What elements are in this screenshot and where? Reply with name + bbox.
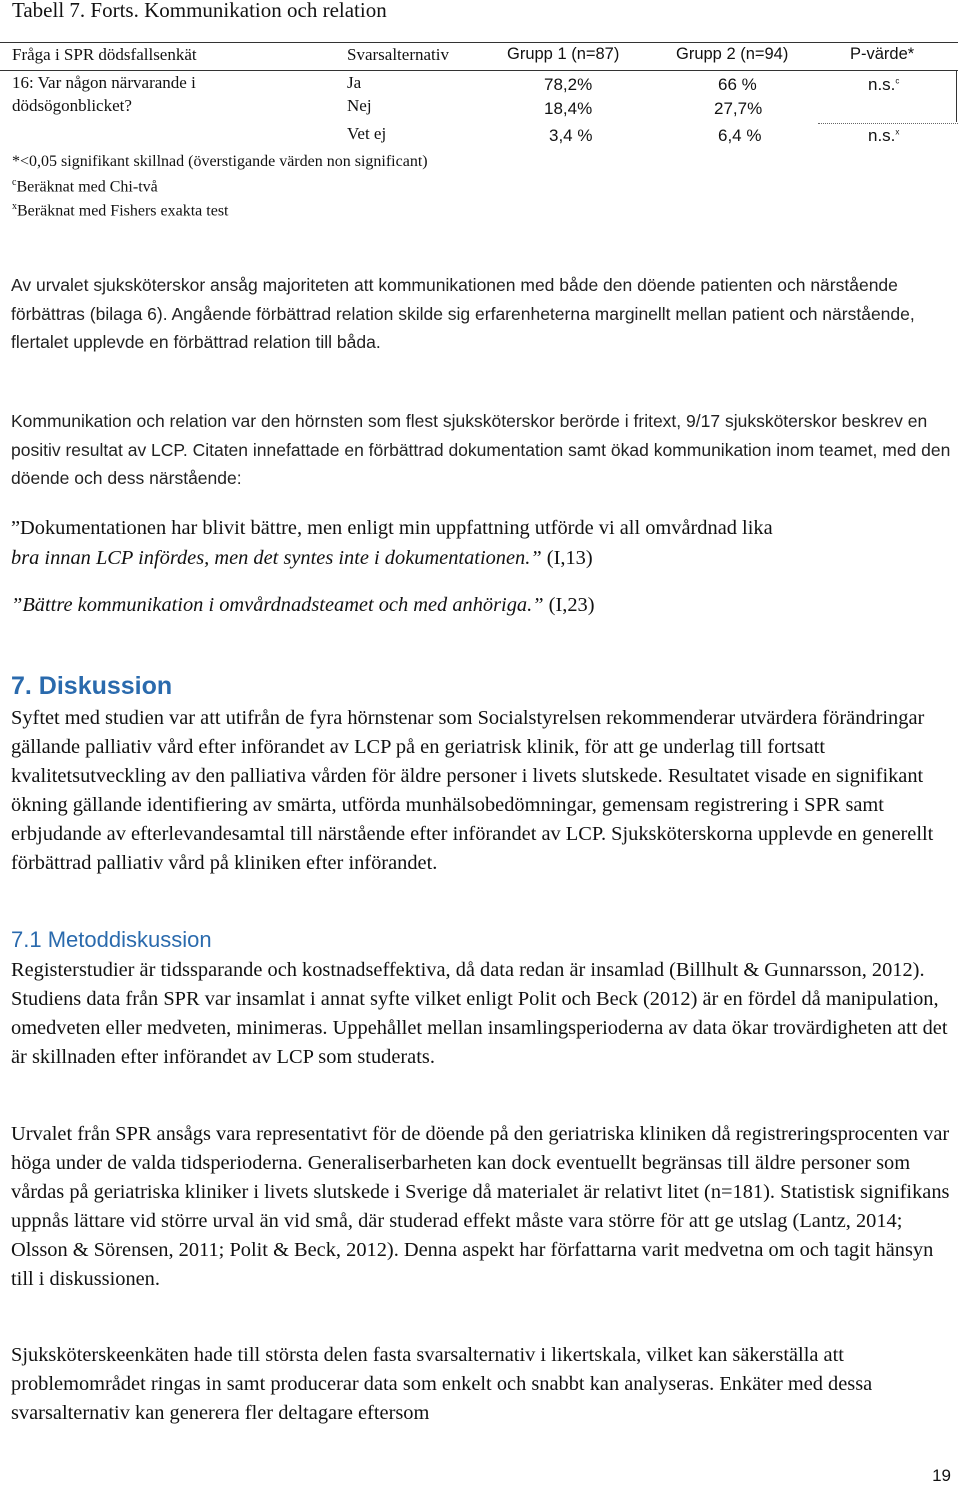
row-vetej-pvalue: n.s.$^x$ [868, 126, 900, 145]
header-group1: Grupp 1 (n=87) [507, 45, 620, 63]
footnote-c-marker: c [895, 76, 900, 86]
paragraph-diskussion: Syftet med studien var att utifrån de fyra hörnstenar som Socialstyrelsen rekommenderar utvärdera förändringar gällande palliativ vård efter införandet av LCP på en geriatrisk klinik, för att ge underlag till fortsatt kvalitetsutveckling av den palliativa vården för äldre personer i livets slutskede. Resultatet visade en signifikant ökning gällande identifiering av smärta, utförda munhälsobedömningar, gemensam registrering i SPR samt erbjudande av efterlevandesamtal till närstående efter införandet av LCP. Sjuksköterskorna upplevde en generellt förbättrad palliativ vård på kliniken efter införandet. [11, 707, 934, 874]
header-question: Fråga i SPR dödsfallsenkät [12, 45, 197, 64]
paragraph-metod-1: Registerstudier är tidssparande och kostnadseffektiva, då data redan är insamlad (Billhult & Gunnarsson, 2012). Studiens data från SPR var insamlat i annat syfte vilket enligt Polit och Beck (2012) är en fördel då manipulation, omedveten eller medveten, minimeras. Uppehållet mellan insamlingsperioderna av data ökar trovärdigheten att det är skillnaden efter införandet av LCP som studerats. [11, 959, 948, 1068]
row-ja-answer: Ja [347, 73, 362, 92]
table-top-rule [0, 42, 958, 43]
table-caption: Tabell 7. Forts. Kommunikation och relation [12, 0, 387, 22]
row-vetej-group2: 6,4 % [718, 126, 762, 145]
header-group2: Grupp 2 (n=94) [676, 45, 789, 63]
table-header-rule [0, 70, 958, 71]
note-chi-square: $^c$Beräknat med Chi-två [12, 177, 158, 196]
row-vetej-answer: Vet ej [347, 124, 387, 143]
row-vetej-group1: 3,4 % [549, 126, 593, 145]
row-ja-group1: 78,2% [544, 75, 593, 94]
table-right-border [956, 70, 957, 122]
row-nej-answer: Nej [347, 96, 372, 115]
quote-documentation: ”Dokumentationen har blivit bättre, men enligt min uppfattning utförde vi all omvårdnad lika bra innan LCP infördes, men det syntes inte i dokumentationen.” (I,13) [11, 517, 773, 569]
heading-metoddiskussion: 7.1 Metoddiskussion [11, 927, 212, 952]
footnote-x-marker: x [895, 127, 900, 137]
page-number: 19 [932, 1466, 951, 1485]
row-nej-group1: 18,4% [544, 99, 593, 118]
row-ja-pvalue: n.s.$^c$ [868, 75, 900, 94]
quote-communication: ”Bättre kommunikation i omvårdnadsteamet och med anhöriga.” (I,23) [11, 594, 595, 616]
note-significance: *<0,05 signifikant skillnad (överstigande värden non significant) [12, 153, 428, 170]
paragraph-metod-3: Sjuksköterskeenkäten hade till största delen fasta svarsalternativ i likertskala, vilket kan säkerställa att problemområdet ringas in samt producerar data som enkelt och snabbt kan analyseras. Enkäter med dessa svarsalternativ kan generera fler deltagare eftersom [11, 1344, 873, 1424]
paragraph-cornerstone: Kommunikation och relation var den hörnsten som flest sjuksköterskor berörde i fritext, 9/17 sjuksköterskor beskrev en positiv resultat av LCP. Citaten innefattade en förbättrad dokumentation samt ökad kommunikation inom teamet, med den döende och dess närstående: [11, 411, 951, 489]
question-text-line2: dödsögonblicket? [12, 96, 132, 115]
paragraph-communication: Av urvalet sjuksköterskor ansåg majoriteten att kommunikationen med både den döende patienten och närstående förbättras (bilaga 6). Angående förbättrad relation skilde sig erfarenheterna marginellt mellan patient och närstående, flertalet upplevde en förbättrad relation till båda. [11, 275, 915, 353]
header-answer: Svarsalternativ [347, 45, 449, 64]
heading-diskussion: 7. Diskussion [11, 672, 173, 700]
table-dotted-rule [818, 123, 958, 124]
question-text-line1: 16: Var någon närvarande i [12, 73, 196, 92]
row-ja-group2: 66 % [718, 75, 757, 94]
header-p-value: P-värde* [850, 45, 915, 63]
paragraph-metod-2: Urvalet från SPR ansågs vara representativt för de döende på den geriatriska kliniken då registreringsprocenten var höga under de valda tidsperioderna. Generaliserbarheten kan dock eventuellt begränsas till äldre personer som vårdas på geriatriska kliniker i livets slutskede i Sverige då materialet är relativt litet (n=181). Statistisk signifikans uppnås lättare vid större urval än vid små, där studerad effekt måste vara större för att ge utslag (Lantz, 2014; Olsson & Sörensen, 2011; Polit & Beck, 2012). Denna aspekt har författarna varit medvetna om och tagit hänsyn till i diskussionen. [11, 1123, 950, 1290]
row-nej-group2: 27,7% [714, 99, 763, 118]
note-fisher: $^x$Beräknat med Fishers exakta test [12, 201, 229, 220]
